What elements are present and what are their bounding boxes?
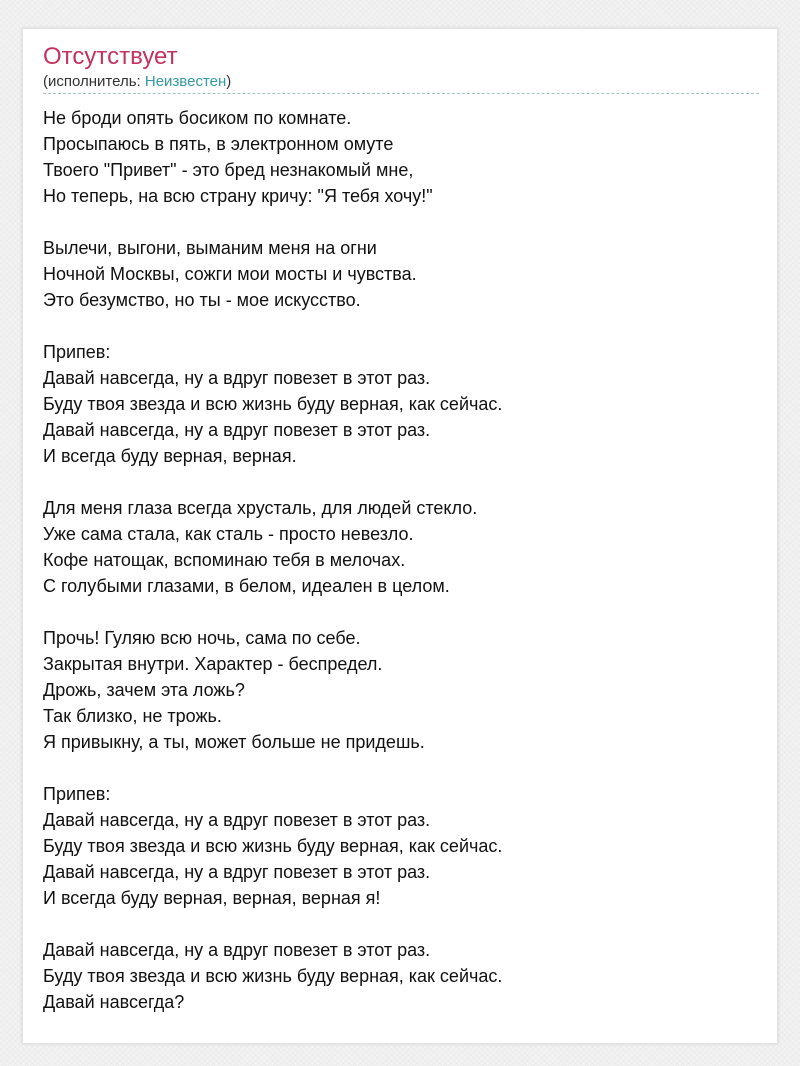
lyrics-text: Не броди опять босиком по комнате. Просыпаюсь в пять, в электронном омуте Твоего "Привет" - это бред незнакомый мне, Но теперь, на всю страну кричу: "Я тебя хочу!" Вылечи, выгони, выманим меня на огни Ночной Москвы, сожги мои мосты и чувства. Это безумство, но ты - мое искусство. Припев: Давай навсегда, ну а вдруг повезет в этот раз. Буду твоя звезда и всю жизнь буду верная, как сейчас. Давай навсегда, ну а вдруг повезет в этот раз. И всегда буду верная, верная. Для меня глаза всегда хрусталь, для людей стекло. Уже сама стала, как сталь - просто невезло. Кофе натощак, вспоминаю тебя в мелочах. С голубыми глазами, в белом, идеален в целом. Прочь! Гуляю всю ночь, сама по себе. Закрытая внутри. Характер - беспредел. Дрожь, зачем эта ложь? Так близко, не трожь. Я привыкну, а ты, может больше не придешь. Припев: Давай навсегда, ну а вдруг повезет в этот раз. Буду твоя звезда и всю жизнь буду верная, как сейчас. Давай навсегда, ну а вдруг повезет в этот раз. И всегда буду верная, верная, верная я! Давай навсегда, ну а вдруг повезет в этот раз. Буду твоя звезда и всю жизнь буду верная, как сейчас. Давай навсегда? xyxy=(43,108,503,1012)
artist-prefix: (исполнитель: xyxy=(43,73,145,90)
lyrics-card xyxy=(22,28,778,1044)
artist-suffix: ) xyxy=(226,73,232,90)
artist-line xyxy=(43,73,231,91)
artist-link[interactable]: Неизвестен xyxy=(144,73,227,90)
song-title: Отсутствует xyxy=(43,43,178,70)
title-divider xyxy=(43,93,759,94)
